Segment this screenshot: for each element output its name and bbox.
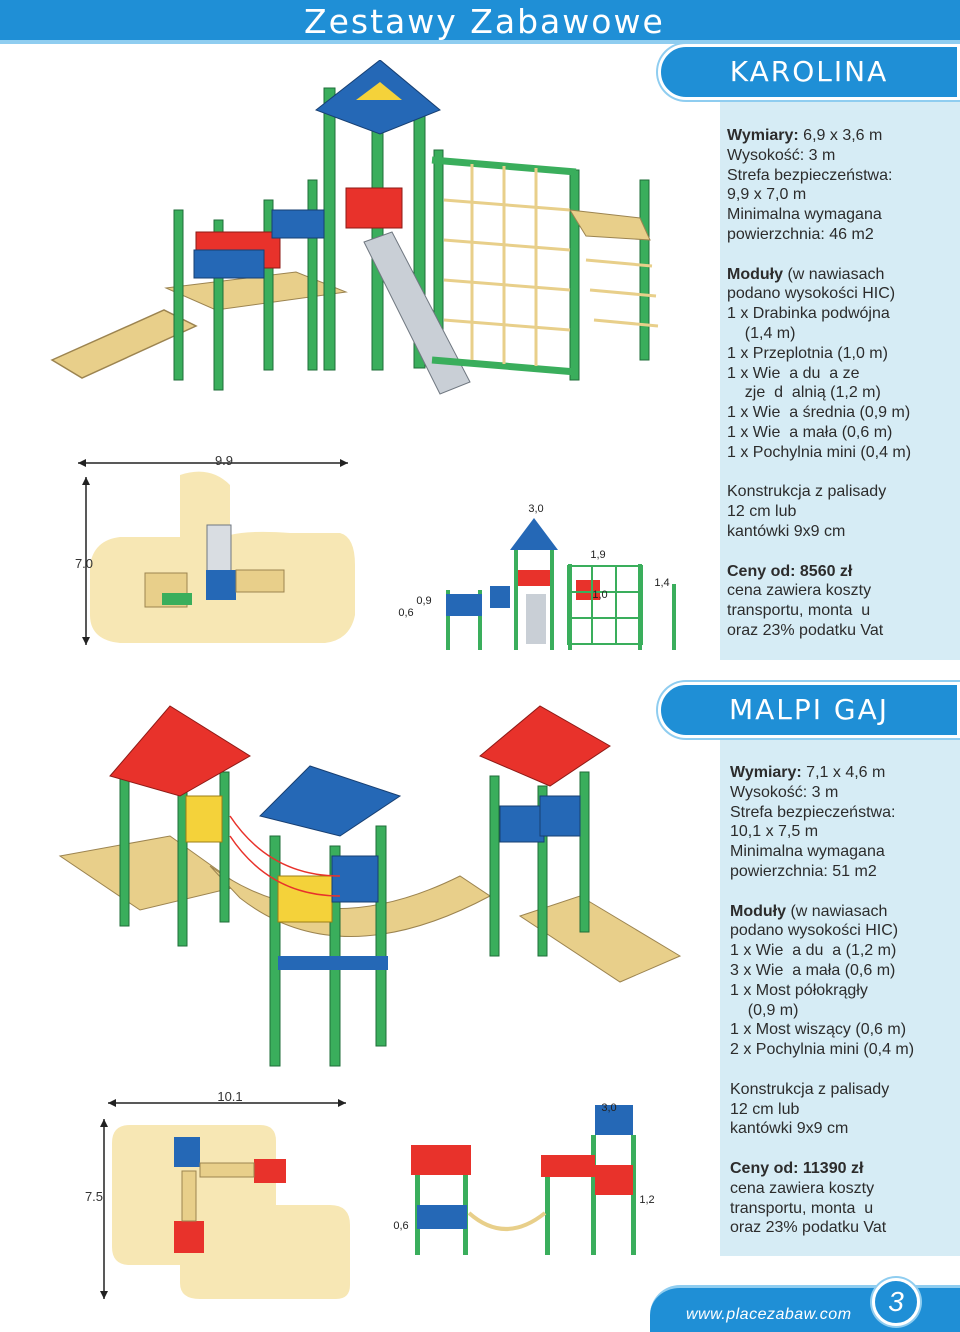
spec-line-label: Moduły (730, 902, 786, 920)
spec-line (730, 961, 956, 981)
spec-line-text: Konstrukcja z palisady (727, 483, 887, 501)
spec-line-text: (1,4 m) (727, 324, 796, 342)
spec-line (727, 126, 953, 146)
spec-line-text: cena zawiera koszty (727, 582, 872, 600)
spacer (730, 882, 956, 902)
elevation-label: 3,0 (601, 1102, 617, 1114)
spec-line (727, 522, 953, 542)
spec-line (730, 842, 956, 862)
spec-line-text: (0,9 m) (730, 1001, 799, 1019)
playset-illustration-karolina (46, 60, 666, 450)
spec-line-text: Minimalna wymagana (730, 843, 885, 861)
spec-line (727, 403, 953, 423)
spec-line-text: Strefa bezpieczeństwa: (727, 166, 893, 184)
spec-line-text: (w nawiasach (786, 902, 888, 920)
spec-line (730, 1100, 956, 1120)
spec-line (727, 284, 953, 304)
spec-line (727, 205, 953, 225)
spec-line-text: 1 x Wie a mała (0,6 m) (727, 423, 893, 441)
spec-line-text: 2 x Pochylnia mini (0,4 m) (730, 1041, 915, 1059)
spec-line-text: Wysokość: 3 m (730, 783, 839, 801)
spec-line (730, 981, 956, 1001)
spec-line (727, 621, 953, 641)
spec-line (730, 1020, 956, 1040)
spec-line-text: 1 x Przeplotnia (1,0 m) (727, 344, 888, 362)
page-title: Zestawy Zabawowe (304, 2, 665, 41)
spec-line (730, 1040, 956, 1060)
spec-line (727, 225, 953, 245)
spec-line (727, 502, 953, 522)
spec-line-text: Wysokość: 3 m (727, 146, 836, 164)
spec-line (727, 383, 953, 403)
spec-line (727, 482, 953, 502)
spec-line-text: 12 cm lub (727, 503, 797, 521)
spacer (730, 1060, 956, 1080)
spec-list-malpi-gaj (730, 763, 956, 1238)
safety-zone-plan-karolina (50, 445, 370, 655)
spacer (730, 1139, 956, 1159)
spec-line (730, 783, 956, 803)
spec-line (727, 185, 953, 205)
product-name-karolina: KAROLINA (658, 44, 960, 100)
plan-width-label: 9.9 (214, 453, 234, 468)
spec-line-label: Wymiary: (727, 127, 799, 144)
spec-line-text: zje d alnią (1,2 m) (727, 384, 881, 402)
plan-height-label: 7.5 (84, 1189, 104, 1204)
spec-line (730, 1001, 956, 1021)
spec-line-text: transportu, monta u (730, 1199, 874, 1217)
spec-line (730, 803, 956, 823)
spec-line-text: 12 cm lub (730, 1100, 800, 1118)
spec-line-label: Ceny od: 11390 zł (730, 1159, 864, 1177)
spec-line-text: 3 x Wie a mała (0,6 m) (730, 961, 896, 979)
spec-line-text: podano wysokości HIC) (727, 285, 896, 303)
spec-line-text: kantówki 9x9 cm (730, 1120, 849, 1138)
spec-line-text: Strefa bezpieczeństwa: (730, 803, 896, 821)
spec-line (730, 902, 956, 922)
elevation-label: 1,2 (639, 1194, 655, 1206)
spec-line (727, 344, 953, 364)
spec-line-text: podano wysokości HIC) (730, 922, 899, 940)
elevation-label: 1,0 (592, 589, 608, 601)
elevation-label: 0,6 (398, 607, 414, 619)
spec-line-text: Konstrukcja z palisady (730, 1080, 890, 1098)
elevation-drawing-malpi-gaj (385, 1095, 675, 1265)
spec-line (727, 304, 953, 324)
spec-line (727, 562, 953, 582)
elevation-drawing-karolina (390, 490, 690, 660)
spec-line (730, 862, 956, 882)
spec-line (730, 1119, 956, 1139)
spec-line (730, 1218, 956, 1238)
spec-line-text: 1 x Wie a średnia (0,9 m) (727, 404, 911, 422)
spec-line (727, 443, 953, 463)
spec-line (727, 423, 953, 443)
spec-line-text: 10,1 x 7,5 m (730, 823, 819, 841)
spec-line (727, 364, 953, 384)
spec-line-text: kantówki 9x9 cm (727, 522, 846, 540)
elevation-label: 0,9 (416, 595, 432, 607)
spec-line (730, 1080, 956, 1100)
spacer (727, 245, 953, 265)
spec-line (727, 166, 953, 186)
plan-height-label: 7.0 (74, 556, 94, 571)
spec-line-label: Wymiary: (730, 764, 802, 781)
spec-line (730, 763, 956, 783)
playset-illustration-malpi-gaj (20, 686, 690, 1086)
spec-line-text: 1 x Drabinka podwójna (727, 305, 890, 323)
spec-line (727, 265, 953, 285)
elevation-label: 1,4 (654, 577, 670, 589)
spec-line-text: oraz 23% podatku Vat (727, 621, 884, 639)
spec-line (730, 1179, 956, 1199)
spec-line-text: (w nawiasach (783, 265, 885, 283)
spec-line-text: 7,1 x 4,6 m (801, 764, 886, 781)
spec-line-text: 1 x Wie a du a (1,2 m) (730, 942, 897, 960)
website-link[interactable]: www.placezabaw.com (686, 1306, 852, 1323)
spec-line (727, 581, 953, 601)
spacer (727, 463, 953, 483)
spec-line-text: oraz 23% podatku Vat (730, 1219, 887, 1237)
spec-line (730, 1159, 956, 1179)
spec-line (730, 921, 956, 941)
spacer (727, 542, 953, 562)
spec-line-text: Minimalna wymagana (727, 206, 882, 224)
elevation-label: 3,0 (528, 503, 544, 515)
spec-line (730, 822, 956, 842)
spec-line-text: 1 x Most półokrągły (730, 981, 868, 999)
product-name-malpi-gaj: MALPI GAJ (658, 682, 960, 738)
page-number-badge: 3 (872, 1278, 920, 1326)
spec-line-text: 1 x Most wiszący (0,6 m) (730, 1021, 907, 1039)
safety-zone-plan-malpi-gaj (50, 1085, 360, 1305)
spec-line (727, 146, 953, 166)
spec-line (727, 601, 953, 621)
spec-line-text: cena zawiera koszty (730, 1179, 875, 1197)
spec-line-label: Ceny od: 8560 zł (727, 562, 853, 580)
spec-line (727, 324, 953, 344)
spec-line (730, 1199, 956, 1219)
spec-line-text: 6,9 x 3,6 m (798, 127, 883, 144)
spec-line (730, 941, 956, 961)
spec-line-label: Moduły (727, 265, 783, 283)
spec-line-text: powierzchnia: 46 m2 (727, 225, 874, 243)
elevation-label: 0,6 (393, 1220, 409, 1232)
elevation-label: 1,9 (590, 549, 606, 561)
plan-width-label: 10.1 (217, 1089, 243, 1104)
spec-line-text: 1 x Pochylnia mini (0,4 m) (727, 443, 912, 461)
spec-line-text: powierzchnia: 51 m2 (730, 862, 877, 880)
spec-line-text: transportu, monta u (727, 602, 871, 620)
spec-line-text: 1 x Wie a du a ze (727, 364, 860, 382)
spec-list-karolina (727, 126, 953, 641)
spec-line-text: 9,9 x 7,0 m (727, 186, 807, 204)
